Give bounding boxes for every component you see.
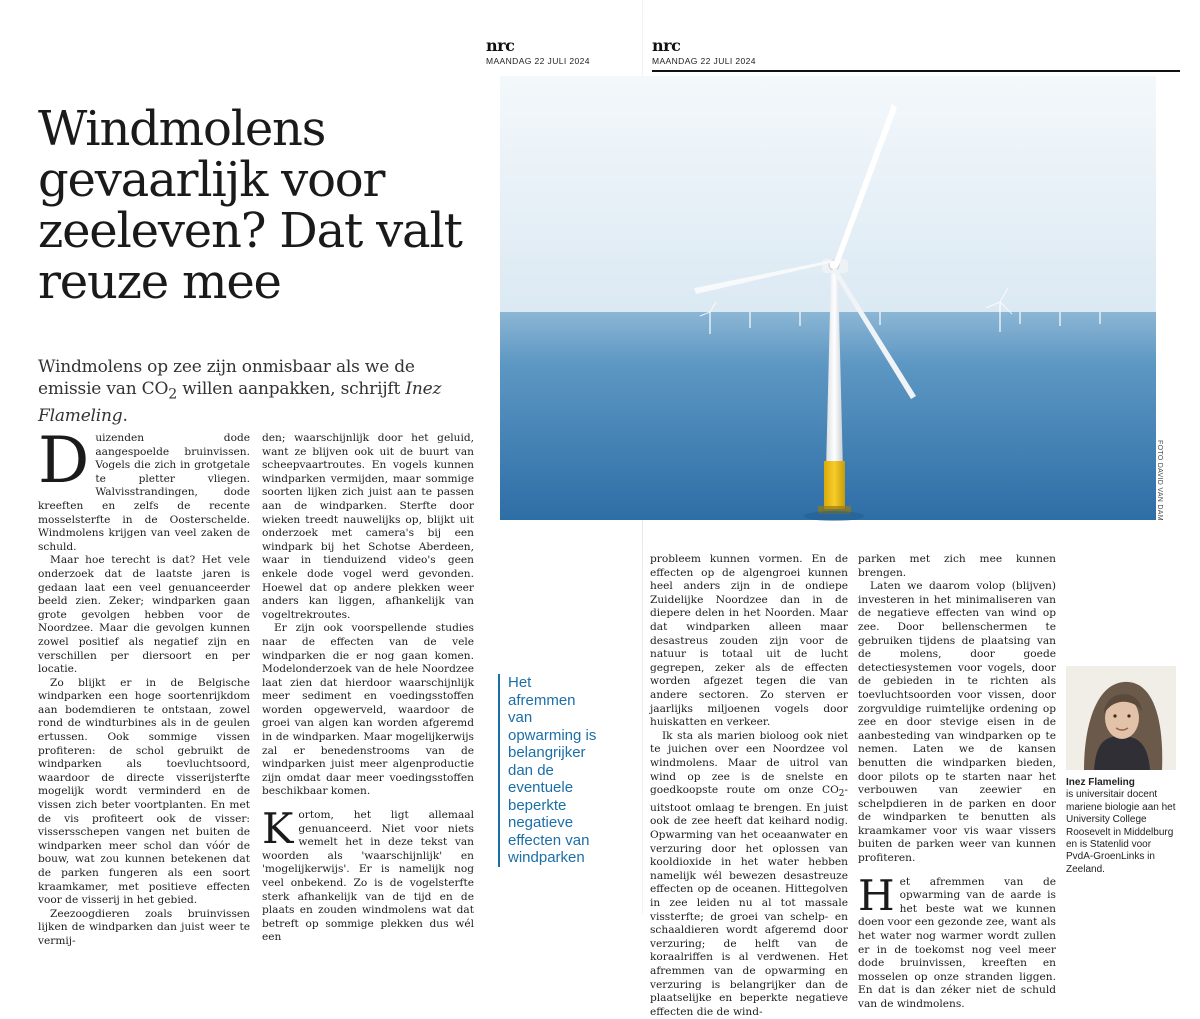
body-paragraph <box>262 804 474 945</box>
page-date: MAANDAG 22 JULI 2024 <box>486 56 590 66</box>
body-column-4 <box>858 553 1056 1012</box>
nrc-logo: nrc <box>652 36 681 55</box>
standfirst-subscript: 2 <box>168 386 178 403</box>
author-description: is universitair docent mariene biologie aan het University College Roosevelt in Middelburg en is Statenlid voor PvdA-GroenLinks in Zeeland. <box>1066 789 1176 875</box>
body-paragraph <box>650 730 848 1019</box>
right-page-header <box>652 38 756 66</box>
header-rule <box>652 70 1180 72</box>
body-column-1 <box>38 424 250 949</box>
article-headline: Windmolens gevaarlijk voor zeeleven? Dat valt reuze mee <box>38 101 462 310</box>
body-column-3 <box>650 553 848 1019</box>
author-bio <box>1066 777 1178 876</box>
subscript: 2 <box>838 789 845 800</box>
standfirst-end: . <box>122 406 128 427</box>
body-paragraph: Zeezoogdieren zoals bruinvissen lijken de windparken dan juist weer te vermij- <box>38 907 250 947</box>
author-name: Inez Flameling <box>1066 777 1135 788</box>
body-paragraph: probleem kunnen vormen. En de effecten op de algengroei kunnen heel anders zijn in de ondiepe Zuidelijke Noordzee dan in de diepere delen in het Noorden. Maar dat windparken alleen maar desastreus zouden zijn voor de natuur is totaal uit de lucht gegrepen, zeker als de effecten worden afgezet tegen die van andere sectoren. Zo sterven er jaarlijks miljoenen vogels door huiskatten en verkeer. <box>650 553 848 729</box>
standfirst-mid: willen aanpakken, schrijft <box>177 379 406 399</box>
article-standfirst <box>38 356 458 427</box>
paragraph-text: -uitstoot omlaag te brengen. En juist ook de zee heeft dat keihard nodig. Opwarming van het oceaanwater en verzuring door het oplossen van kooldioxide in het water hebben namelijk wél bewezen desastreuze effecten op de oceanen. Hittegolven in zee leiden nu al tot massale vissterfte; de groei van schelp- en schaaldieren wordt afgeremd door verzuring; de helft van de koraalriffen is al verdwenen. Het afremmen van de opwarming en verzuring is belangrijker dan de plaatselijke en beperkte negatieve effecten die de wind- <box>650 784 848 1018</box>
wind-turbine-photo <box>500 76 1156 520</box>
body-paragraph: Zo blijkt er in de Belgische windparken een hoge soortenrijkdom aan bodemdieren te ontstaan, zowel rond de windturbines als in de geulen ertussen. Ook sommige vissen profiteren: de schol gebruikt de windparken als toevluchtsoord, waardoor de directe visserijsterfte mogelijk wordt verminderd en de vissen zich beter voortplanten. En met de vis profiteert ook de visser: vissersschepen vangen net buiten de windparken meer schol dan vóór de bouw, wat zou kunnen betekenen dat de parken fungeren als een soort kraamkamer, met positieve effecten voor de visserij in het gebied. <box>38 676 250 907</box>
body-paragraph <box>858 870 1056 1012</box>
paragraph-text: et afremmen van de opwarming van de aarde is het beste wat we kunnen doen voor een gezonde zee, want als het water nog warmer wordt zullen er in de toekomst nog veel meer dode bruinvissen, kreeften en mosselen op onze stranden liggen. En dat is dan zéker niet de schuld van de windmolens. <box>858 875 1056 1010</box>
nrc-logo: nrc <box>486 36 515 55</box>
paragraph-text: Ik sta als marien bioloog ook niet te juichen over een Noordzee vol windmolens. Maar de uitrol van wind op zee is de snelste en goedkoopste route om onze CO <box>650 729 848 797</box>
body-paragraph: den; waarschijnlijk door het geluid, want ze blijven ook uit de buurt van scheepvaartroutes. En vogels kunnen windparken vermijden, maar sommige soorten lijken zich juist aan te passen aan de windparken. Sterfte door wieken treedt nauwelijks op, blijkt uit onderzoek met camera's bij een windpark bij het Schotse Aberdeen, waar in tienduizend video's geen enkele dode vogel werd gevonden. Hoewel dat op andere plekken weer anders kan liggen, afhankelijk van vogeltrekroutes. <box>262 432 474 621</box>
drop-cap: K <box>262 804 294 854</box>
left-page-header <box>486 38 590 66</box>
body-paragraph <box>38 424 250 554</box>
body-paragraph: parken met zich mee kunnen brengen. <box>858 553 1056 579</box>
standfirst-lead: Windmolens op zee zijn onmisbaar als we de emissie van CO <box>38 357 415 399</box>
body-paragraph: Laten we daarom volop (blijven) investeren in het minimaliseren van de negatieve effecten van wind op zee. Door bellenschermen te gebruiken tijdens de plaatsing van de molens, door goede detectiesystemen voor vogels, door de gebieden in te richten als toevluchtsoorden voor vissen, door zorgvuldige ruimtelijke ordening op zee en door stevige eisen in de aanbesteding van windparken op te nemen. Laten we de kansen benutten die windparken bieden, door pilots op te starten naar het verbouwen van zeewier en schelpdieren in de parken en door de windparken te benutten als kraamkamer voor vis waar vissers buiten de parken weer van kunnen profiteren. <box>858 580 1056 865</box>
drop-cap: D <box>38 424 90 498</box>
photo-credit: FOTO DAVID VAN DAM <box>1156 440 1163 521</box>
drop-cap: H <box>858 870 895 920</box>
author-photo <box>1066 666 1176 770</box>
pull-quote: Het afremmen van opwarming is belangrijker dan de eventuele beperkte negatieve effecten van windparken <box>498 674 600 867</box>
page-date: MAANDAG 22 JULI 2024 <box>652 56 756 66</box>
body-paragraph: Er zijn ook voorspellende studies naar de effecten van de vele windparken die er nog gaan komen. Modelonderzoek van de hele Noordzee laat zien dat hierdoor waarschijnlijk meer sediment en voedingsstoffen worden opgewerveld, waardoor de groei van algen kan worden afgeremd in de windparken. Maar mogelijkerwijs zal er benedenstrooms van de windparken juist meer algenproductie zijn omdat daar meer voedingsstoffen beschikbaar komen. <box>262 622 474 798</box>
paragraph-text: uizenden dode aangespoelde bruinvissen. Vogels die zich in grotgetale te pletter vliegen. Walvisstrandingen, dode kreeften en zelfs de recente mosselsterfte in de Oosterschelde. Windmolens krijgen van veel zaken de schuld. <box>38 432 250 553</box>
body-paragraph: Maar hoe terecht is dat? Het vele onderzoek dat de laatste jaren is gedaan laat een veel genuanceerder beeld zien. Zeker; windparken gaan grote gevolgen hebben voor de Noordzee. Maar die gevolgen kunnen zowel positief als negatief zijn en verschillen per diersoort en per locatie. <box>38 554 250 676</box>
paragraph-text: ortom, het ligt allemaal genuanceerd. Niet voor niets wemelt het in deze tekst van woorden als 'waarschijnlijk' en 'mogelijkerwijs'. Er is namelijk nog veel onbekend. Zo is de vogelsterfte sterk afhankelijk van de tijd en de plaats en zouden windmolens wat dat betreft op sommige plekken dus wél een <box>262 809 474 944</box>
standfirst-author: Inez Flameling <box>38 379 442 427</box>
body-column-2 <box>262 432 474 945</box>
